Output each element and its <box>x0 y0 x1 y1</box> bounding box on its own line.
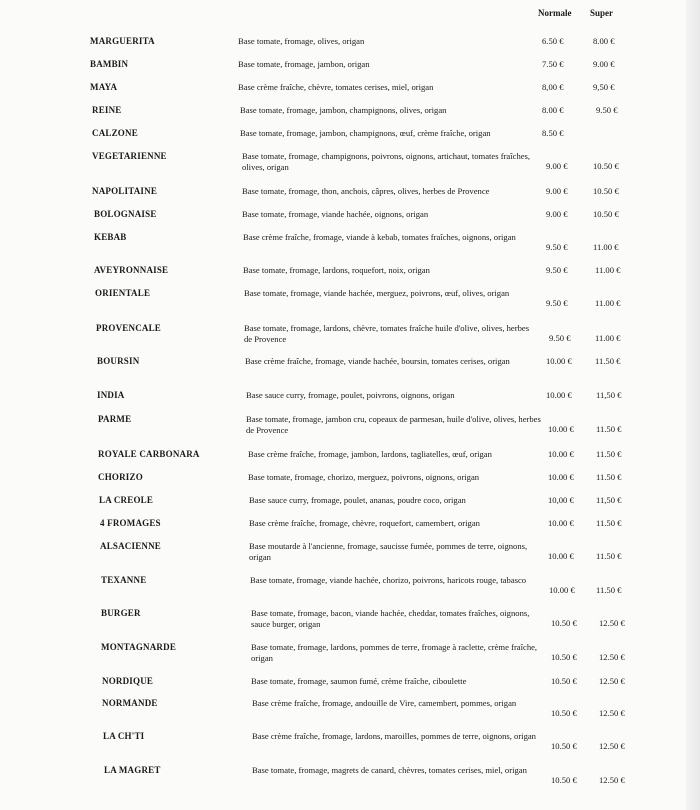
pizza-name: MARGUERITA <box>90 36 155 46</box>
pizza-name: ROYALE CARBONARA <box>98 449 200 459</box>
pizza-name: BAMBIN <box>90 59 129 69</box>
price-normale: 10.50 € <box>551 708 577 718</box>
price-normale: 7.50 € <box>542 59 564 69</box>
price-super: 9.50 € <box>596 105 618 115</box>
price-super: 11,50 € <box>596 495 622 505</box>
price-normale: 10.00 € <box>548 449 574 459</box>
price-normale: 10.00 € <box>546 356 572 366</box>
price-normale: 9.50 € <box>546 298 568 308</box>
price-normale: 10.50 € <box>551 775 577 785</box>
price-super: 10.50 € <box>593 186 619 196</box>
price-super: 9,50 € <box>593 82 615 92</box>
price-super: 11.50 € <box>596 424 622 434</box>
pizza-name: INDIA <box>97 390 125 400</box>
pizza-description: Base tomate, fromage, thon, anchois, câpres, olives, herbes de Provence <box>242 186 490 196</box>
price-normale: 9.00 € <box>546 209 568 219</box>
price-super: 12.50 € <box>599 652 625 662</box>
pizza-name: LA CH'TI <box>103 731 145 741</box>
pizza-name: ALSACIENNE <box>100 541 162 551</box>
pizza-description: Base crème fraîche, fromage, viande hachée, boursin, tomates cerises, origan <box>245 356 510 366</box>
price-super: 11.00 € <box>595 265 621 275</box>
pizza-description: Base tomate, fromage, lardons, chèvre, tomates fraîche huile d'olive, olives, herbes de Provence <box>244 323 530 344</box>
price-super: 12.50 € <box>599 618 625 628</box>
price-super: 11.50 € <box>596 472 622 482</box>
price-super: 11.50 € <box>596 551 622 561</box>
pizza-description: Base crème fraîche, fromage, jambon, lardons, tagliatelles, œuf, origan <box>248 449 492 459</box>
price-normale: 9.00 € <box>546 186 568 196</box>
pizza-name: BOLOGNAISE <box>94 209 157 219</box>
price-normale: 8.50 € <box>542 128 564 138</box>
price-normale: 9.50 € <box>546 265 568 275</box>
pizza-description: Base tomate, fromage, olives, origan <box>238 36 365 46</box>
pizza-name: REINE <box>92 105 122 115</box>
pizza-description: Base sauce curry, fromage, poulet, poivrons, oignons, origan <box>246 390 455 400</box>
pizza-name: 4 FROMAGES <box>100 518 161 528</box>
pizza-name: MAYA <box>90 82 118 92</box>
price-super: 12.50 € <box>599 775 625 785</box>
price-super: 10.50 € <box>593 161 619 171</box>
price-super: 11.50 € <box>596 585 622 595</box>
pizza-description: Base moutarde à l'ancienne, fromage, saucisse fumée, pommes de terre, oignons, origan <box>249 541 528 562</box>
price-super: 10.50 € <box>593 209 619 219</box>
price-super: 11.50 € <box>596 449 622 459</box>
pizza-name: KEBAB <box>94 232 127 242</box>
pizza-name: BURGER <box>101 608 141 618</box>
pizza-description: Base tomate, fromage, jambon, origan <box>238 59 370 69</box>
price-normale: 9.50 € <box>549 333 571 343</box>
price-normale: 9.50 € <box>546 242 568 252</box>
price-normale: 10.50 € <box>551 618 577 628</box>
pizza-description: Base tomate, fromage, lardons, pommes de terre, fromage à raclette, crème fraîche, origan <box>251 642 538 663</box>
pizza-description: Base sauce curry, fromage, poulet, ananas, poudre coco, origan <box>249 495 466 505</box>
pizza-name: TEXANNE <box>101 575 147 585</box>
pizza-name: CALZONE <box>92 128 138 138</box>
price-super: 12.50 € <box>599 676 625 686</box>
header-normale: Normale <box>538 8 572 18</box>
pizza-name: BOURSIN <box>97 356 140 366</box>
price-normale: 6.50 € <box>542 36 564 46</box>
header-super: Super <box>590 8 614 18</box>
pizza-name: MONTAGNARDE <box>101 642 177 652</box>
pizza-description: Base tomate, fromage, saumon fumé, crème fraîche, ciboulette <box>251 676 467 686</box>
pizza-description: Base crème fraîche, fromage, andouille de Vire, camembert, pommes, origan <box>252 698 517 708</box>
price-normale: 8.00 € <box>542 105 564 115</box>
price-super: 12.50 € <box>599 708 625 718</box>
price-super: 11.50 € <box>595 356 621 366</box>
pizza-description: Base crème fraîche, fromage, lardons, maroilles, pommes de terre, oignons, origan <box>252 731 536 741</box>
pizza-name: NAPOLITAINE <box>92 186 158 196</box>
pizza-description: Base crème fraîche, fromage, chèvre, roquefort, camembert, origan <box>249 518 480 528</box>
price-super: 11.00 € <box>595 333 621 343</box>
pizza-description: Base tomate, fromage, lardons, roquefort, noix, origan <box>243 265 430 275</box>
price-normale: 10.00 € <box>548 472 574 482</box>
pizza-name: PROVENCALE <box>96 323 162 333</box>
price-normale: 10.00 € <box>548 424 574 434</box>
price-normale: 10.50 € <box>551 741 577 751</box>
pizza-description: Base tomate, fromage, chorizo, merguez, poivrons, oignons, origan <box>248 472 480 482</box>
pizza-description: Base crème fraîche, chèvre, tomates cerises, miel, origan <box>238 82 434 92</box>
price-normale: 10,00 € <box>548 495 574 505</box>
pizza-description: Base tomate, fromage, bacon, viande hachée, cheddar, tomates fraîches, oignons, sauce burger, origan <box>251 608 530 629</box>
pizza-description: Base crème fraîche, fromage, viande à kebab, tomates fraîches, oignons, origan <box>243 232 516 242</box>
pizza-name: CHORIZO <box>98 472 143 482</box>
pizza-description: Base tomate, fromage, jambon, champignons, olives, origan <box>240 105 447 115</box>
price-normale: 10.50 € <box>551 676 577 686</box>
price-normale: 10.50 € <box>551 652 577 662</box>
pizza-description: Base tomate, fromage, jambon cru, copeaux de parmesan, huile d'olive, olives, herbes de Provence <box>246 414 541 435</box>
pizza-name: NORDIQUE <box>102 676 154 686</box>
pizza-description: Base tomate, fromage, magrets de canard, chèvres, tomates cerises, miel, origan <box>252 765 527 775</box>
price-super: 12.50 € <box>599 741 625 751</box>
pizza-description: Base tomate, fromage, viande hachée, merguez, poivrons, œuf, olives, origan <box>244 288 510 298</box>
pizza-name: ORIENTALE <box>95 288 151 298</box>
price-normale: 10.00 € <box>548 518 574 528</box>
pizza-name: LA CREOLE <box>99 495 154 505</box>
pizza-name: LA MAGRET <box>104 765 161 775</box>
price-normale: 8,00 € <box>542 82 564 92</box>
pizza-description: Base tomate, fromage, viande hachée, oignons, origan <box>242 209 429 219</box>
price-super: 8.00 € <box>593 36 615 46</box>
price-normale: 10.00 € <box>546 390 572 400</box>
price-super: 9.00 € <box>593 59 615 69</box>
pizza-description: Base tomate, fromage, viande hachée, chorizo, poivrons, haricots rouge, tabasco <box>250 575 527 585</box>
pizza-description: Base tomate, fromage, jambon, champignons, œuf, crème fraîche, origan <box>240 128 491 138</box>
pizza-description: Base tomate, fromage, champignons, poivrons, oignons, artichaut, tomates fraîches, olives, origan <box>242 151 531 172</box>
pizza-name: AVEYRONNAISE <box>94 265 169 275</box>
price-super: 11,50 € <box>596 390 622 400</box>
price-normale: 10.00 € <box>548 551 574 561</box>
pizza-name: NORMANDE <box>102 698 158 708</box>
pizza-name: PARME <box>98 414 132 424</box>
price-super: 11.00 € <box>593 242 619 252</box>
price-normale: 10.00 € <box>549 585 575 595</box>
price-super: 11.00 € <box>595 298 621 308</box>
pizza-name: VEGETARIENNE <box>92 151 167 161</box>
price-normale: 9.00 € <box>546 161 568 171</box>
price-super: 11.50 € <box>596 518 622 528</box>
